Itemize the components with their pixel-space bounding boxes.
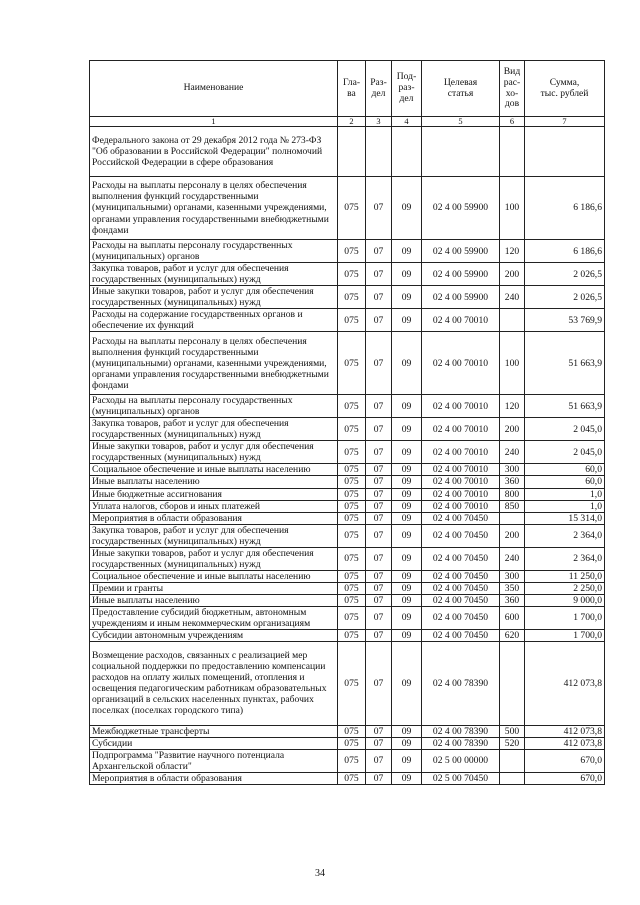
col-header-subsection: Под- раз- дел bbox=[392, 61, 422, 117]
table-row bbox=[90, 441, 605, 464]
row-name: Расходы на выплаты персоналу в целях обеспечения выполнения функций государственными (муниципальными) органами, казенными учреждениями, органами управления государственными внебюджетными фондами bbox=[90, 177, 338, 240]
row-section: 07 bbox=[366, 286, 392, 309]
row-subsection: 09 bbox=[392, 582, 422, 594]
row-chapter: 075 bbox=[338, 725, 366, 737]
row-section: 07 bbox=[366, 240, 392, 263]
column-number: 2 bbox=[338, 117, 366, 127]
row-section bbox=[366, 127, 392, 177]
row-name: Подпрограмма "Развитие научного потенциала Архангельской области" bbox=[90, 749, 338, 772]
row-target: 02 4 00 70450 bbox=[422, 606, 500, 629]
row-subsection: 09 bbox=[392, 464, 422, 476]
row-chapter: 075 bbox=[338, 773, 366, 785]
row-name: Уплата налогов, сборов и иных платежей bbox=[90, 500, 338, 512]
row-target: 02 4 00 70010 bbox=[422, 441, 500, 464]
row-expense-type bbox=[500, 512, 525, 524]
column-number: 3 bbox=[366, 117, 392, 127]
row-section: 07 bbox=[366, 524, 392, 547]
table-row bbox=[90, 286, 605, 309]
row-amount: 412 073,8 bbox=[525, 641, 605, 725]
row-expense-type: 100 bbox=[500, 177, 525, 240]
row-target: 02 4 00 59900 bbox=[422, 177, 500, 240]
column-number: 5 bbox=[422, 117, 500, 127]
row-subsection: 09 bbox=[392, 641, 422, 725]
row-amount: 412 073,8 bbox=[525, 737, 605, 749]
row-target: 02 4 00 70010 bbox=[422, 395, 500, 418]
table-row bbox=[90, 582, 605, 594]
row-target: 02 4 00 70450 bbox=[422, 547, 500, 570]
row-name: Субсидии bbox=[90, 737, 338, 749]
table-row bbox=[90, 488, 605, 500]
row-chapter: 075 bbox=[338, 641, 366, 725]
row-chapter: 075 bbox=[338, 476, 366, 488]
row-target: 02 4 00 70010 bbox=[422, 309, 500, 332]
table-row bbox=[90, 476, 605, 488]
row-name: Расходы на содержание государственных органов и обеспечение их функций bbox=[90, 309, 338, 332]
row-subsection: 09 bbox=[392, 309, 422, 332]
table-row bbox=[90, 773, 605, 785]
row-section: 07 bbox=[366, 749, 392, 772]
column-number: 7 bbox=[525, 117, 605, 127]
row-amount: 6 186,6 bbox=[525, 240, 605, 263]
row-subsection: 09 bbox=[392, 240, 422, 263]
row-target: 02 4 00 70450 bbox=[422, 570, 500, 582]
row-subsection: 09 bbox=[392, 177, 422, 240]
col-header-target: Целевая статья bbox=[422, 61, 500, 117]
row-subsection: 09 bbox=[392, 286, 422, 309]
row-name: Иные закупки товаров, работ и услуг для обеспечения государственных (муниципальных) нужд bbox=[90, 547, 338, 570]
row-name: Расходы на выплаты персоналу государственных (муниципальных) органов bbox=[90, 240, 338, 263]
column-number: 6 bbox=[500, 117, 525, 127]
row-subsection: 09 bbox=[392, 547, 422, 570]
table-row bbox=[90, 594, 605, 606]
row-chapter: 075 bbox=[338, 177, 366, 240]
row-section: 07 bbox=[366, 547, 392, 570]
row-subsection: 09 bbox=[392, 441, 422, 464]
row-target: 02 4 00 70450 bbox=[422, 524, 500, 547]
row-chapter: 075 bbox=[338, 606, 366, 629]
row-amount: 51 663,9 bbox=[525, 395, 605, 418]
row-expense-type: 850 bbox=[500, 500, 525, 512]
row-expense-type: 300 bbox=[500, 464, 525, 476]
row-chapter: 075 bbox=[338, 488, 366, 500]
row-section: 07 bbox=[366, 737, 392, 749]
row-chapter: 075 bbox=[338, 512, 366, 524]
row-name: Мероприятия в области образования bbox=[90, 773, 338, 785]
row-name: Иные закупки товаров, работ и услуг для обеспечения государственных (муниципальных) нужд bbox=[90, 286, 338, 309]
row-expense-type: 800 bbox=[500, 488, 525, 500]
row-target: 02 4 00 78390 bbox=[422, 725, 500, 737]
table-row bbox=[90, 177, 605, 240]
column-number-row bbox=[90, 117, 605, 127]
row-amount: 1 700,0 bbox=[525, 629, 605, 641]
table-row bbox=[90, 547, 605, 570]
row-amount: 53 769,9 bbox=[525, 309, 605, 332]
row-section: 07 bbox=[366, 418, 392, 441]
row-name: Социальное обеспечение и иные выплаты населению bbox=[90, 570, 338, 582]
row-name: Премии и гранты bbox=[90, 582, 338, 594]
row-section: 07 bbox=[366, 582, 392, 594]
row-amount: 2 045,0 bbox=[525, 418, 605, 441]
row-chapter: 075 bbox=[338, 594, 366, 606]
row-expense-type: 350 bbox=[500, 582, 525, 594]
row-expense-type: 200 bbox=[500, 524, 525, 547]
table-row bbox=[90, 500, 605, 512]
table-row bbox=[90, 240, 605, 263]
row-chapter: 075 bbox=[338, 570, 366, 582]
row-chapter: 075 bbox=[338, 418, 366, 441]
row-amount: 1,0 bbox=[525, 488, 605, 500]
row-amount: 2 364,0 bbox=[525, 524, 605, 547]
row-section: 07 bbox=[366, 332, 392, 395]
row-subsection: 09 bbox=[392, 500, 422, 512]
row-section: 07 bbox=[366, 500, 392, 512]
row-target: 02 4 00 70010 bbox=[422, 476, 500, 488]
row-section: 07 bbox=[366, 395, 392, 418]
row-expense-type: 520 bbox=[500, 737, 525, 749]
row-amount: 2 045,0 bbox=[525, 441, 605, 464]
row-section: 07 bbox=[366, 725, 392, 737]
row-chapter: 075 bbox=[338, 332, 366, 395]
table-row bbox=[90, 749, 605, 772]
row-chapter: 075 bbox=[338, 240, 366, 263]
table-row bbox=[90, 629, 605, 641]
table-row bbox=[90, 127, 605, 177]
row-target: 02 4 00 70450 bbox=[422, 594, 500, 606]
table-row bbox=[90, 418, 605, 441]
row-subsection: 09 bbox=[392, 488, 422, 500]
row-expense-type bbox=[500, 641, 525, 725]
row-expense-type bbox=[500, 773, 525, 785]
table-row bbox=[90, 524, 605, 547]
row-expense-type: 360 bbox=[500, 594, 525, 606]
row-name: Иные бюджетные ассигнования bbox=[90, 488, 338, 500]
row-target: 02 4 00 59900 bbox=[422, 263, 500, 286]
row-name: Расходы на выплаты персоналу государственных (муниципальных) органов bbox=[90, 395, 338, 418]
row-amount: 51 663,9 bbox=[525, 332, 605, 395]
row-section: 07 bbox=[366, 488, 392, 500]
row-name: Мероприятия в области образования bbox=[90, 512, 338, 524]
row-name: Федерального закона от 29 декабря 2012 года № 273-ФЗ "Об образовании в Российской Федерации" полномочий Российской Федерации в сфере образования bbox=[90, 127, 338, 177]
row-subsection: 09 bbox=[392, 395, 422, 418]
row-subsection: 09 bbox=[392, 332, 422, 395]
row-chapter: 075 bbox=[338, 263, 366, 286]
col-header-name: Наименование bbox=[90, 61, 338, 117]
row-name: Иные закупки товаров, работ и услуг для обеспечения государственных (муниципальных) нужд bbox=[90, 441, 338, 464]
row-chapter: 075 bbox=[338, 749, 366, 772]
row-subsection: 09 bbox=[392, 418, 422, 441]
row-target: 02 5 00 00000 bbox=[422, 749, 500, 772]
row-target: 02 4 00 70010 bbox=[422, 332, 500, 395]
row-target: 02 4 00 70450 bbox=[422, 512, 500, 524]
row-section: 07 bbox=[366, 263, 392, 286]
table-row bbox=[90, 309, 605, 332]
row-expense-type: 200 bbox=[500, 263, 525, 286]
row-name: Расходы на выплаты персоналу в целях обеспечения выполнения функций государственными (муниципальными) органами, казенными учреждениями, органами управления государственными внебюджетными фондами bbox=[90, 332, 338, 395]
row-expense-type: 120 bbox=[500, 240, 525, 263]
column-number: 4 bbox=[392, 117, 422, 127]
row-expense-type: 120 bbox=[500, 395, 525, 418]
row-name: Возмещение расходов, связанных с реализацией мер социальной поддержки по предоставлению компенсации расходов на оплату жилых помещений, отопления и освещения педагогическим работникам образовательных организаций в сельских населенных пунктах, рабочих поселках (поселках городского типа) bbox=[90, 641, 338, 725]
row-section: 07 bbox=[366, 441, 392, 464]
row-subsection: 09 bbox=[392, 524, 422, 547]
row-chapter bbox=[338, 127, 366, 177]
table-row bbox=[90, 737, 605, 749]
row-chapter: 075 bbox=[338, 395, 366, 418]
table-row bbox=[90, 512, 605, 524]
row-subsection: 09 bbox=[392, 263, 422, 286]
row-section: 07 bbox=[366, 606, 392, 629]
row-expense-type: 600 bbox=[500, 606, 525, 629]
row-target bbox=[422, 127, 500, 177]
row-chapter: 075 bbox=[338, 286, 366, 309]
row-expense-type: 360 bbox=[500, 476, 525, 488]
col-header-amount: Сумма, тыс. рублей bbox=[525, 61, 605, 117]
row-section: 07 bbox=[366, 641, 392, 725]
row-expense-type bbox=[500, 309, 525, 332]
table-row bbox=[90, 464, 605, 476]
row-amount: 1 700,0 bbox=[525, 606, 605, 629]
row-target: 02 4 00 70010 bbox=[422, 500, 500, 512]
row-chapter: 075 bbox=[338, 547, 366, 570]
row-amount: 60,0 bbox=[525, 476, 605, 488]
row-target: 02 4 00 70450 bbox=[422, 582, 500, 594]
row-section: 07 bbox=[366, 570, 392, 582]
row-expense-type: 240 bbox=[500, 547, 525, 570]
column-number: 1 bbox=[90, 117, 338, 127]
row-subsection: 09 bbox=[392, 594, 422, 606]
row-amount: 9 000,0 bbox=[525, 594, 605, 606]
row-amount: 2 364,0 bbox=[525, 547, 605, 570]
row-expense-type bbox=[500, 749, 525, 772]
row-subsection: 09 bbox=[392, 773, 422, 785]
col-header-section: Раз- дел bbox=[366, 61, 392, 117]
row-target: 02 4 00 70010 bbox=[422, 488, 500, 500]
row-amount: 1,0 bbox=[525, 500, 605, 512]
row-subsection: 09 bbox=[392, 629, 422, 641]
row-target: 02 4 00 59900 bbox=[422, 286, 500, 309]
row-amount: 6 186,6 bbox=[525, 177, 605, 240]
row-name: Иные выплаты населению bbox=[90, 476, 338, 488]
budget-table bbox=[89, 60, 605, 785]
row-target: 02 4 00 70010 bbox=[422, 464, 500, 476]
row-section: 07 bbox=[366, 464, 392, 476]
header-row bbox=[90, 61, 605, 117]
row-name: Социальное обеспечение и иные выплаты населению bbox=[90, 464, 338, 476]
row-amount: 60,0 bbox=[525, 464, 605, 476]
row-section: 07 bbox=[366, 177, 392, 240]
table-row bbox=[90, 725, 605, 737]
row-amount: 670,0 bbox=[525, 749, 605, 772]
row-name: Субсидии автономным учреждениям bbox=[90, 629, 338, 641]
row-expense-type: 200 bbox=[500, 418, 525, 441]
row-chapter: 075 bbox=[338, 309, 366, 332]
row-subsection: 09 bbox=[392, 737, 422, 749]
row-section: 07 bbox=[366, 309, 392, 332]
row-expense-type: 300 bbox=[500, 570, 525, 582]
row-amount: 2 026,5 bbox=[525, 286, 605, 309]
row-subsection: 09 bbox=[392, 606, 422, 629]
row-chapter: 075 bbox=[338, 441, 366, 464]
row-amount: 11 250,0 bbox=[525, 570, 605, 582]
table-row bbox=[90, 641, 605, 725]
table-row bbox=[90, 263, 605, 286]
table-row bbox=[90, 395, 605, 418]
row-amount: 2 250,0 bbox=[525, 582, 605, 594]
row-section: 07 bbox=[366, 773, 392, 785]
row-name: Закупка товаров, работ и услуг для обеспечения государственных (муниципальных) нужд bbox=[90, 263, 338, 286]
row-name: Иные выплаты населению bbox=[90, 594, 338, 606]
row-amount: 15 314,0 bbox=[525, 512, 605, 524]
row-expense-type: 620 bbox=[500, 629, 525, 641]
row-target: 02 4 00 59900 bbox=[422, 240, 500, 263]
row-subsection: 09 bbox=[392, 570, 422, 582]
col-header-expense-type: Вид рас- хо- дов bbox=[500, 61, 525, 117]
row-target: 02 4 00 70450 bbox=[422, 629, 500, 641]
row-name: Предоставление субсидий бюджетным, автономным учреждениям и иным некоммерческим организациям bbox=[90, 606, 338, 629]
row-subsection: 09 bbox=[392, 749, 422, 772]
table-row bbox=[90, 570, 605, 582]
row-expense-type: 100 bbox=[500, 332, 525, 395]
row-chapter: 075 bbox=[338, 524, 366, 547]
table-body bbox=[90, 127, 605, 785]
row-amount: 670,0 bbox=[525, 773, 605, 785]
row-target: 02 4 00 70010 bbox=[422, 418, 500, 441]
row-expense-type: 500 bbox=[500, 725, 525, 737]
row-section: 07 bbox=[366, 629, 392, 641]
row-expense-type bbox=[500, 127, 525, 177]
row-chapter: 075 bbox=[338, 737, 366, 749]
row-amount: 412 073,8 bbox=[525, 725, 605, 737]
row-target: 02 4 00 78390 bbox=[422, 641, 500, 725]
row-target: 02 4 00 78390 bbox=[422, 737, 500, 749]
page-number: 34 bbox=[315, 868, 325, 879]
row-expense-type: 240 bbox=[500, 286, 525, 309]
row-subsection: 09 bbox=[392, 725, 422, 737]
row-subsection: 09 bbox=[392, 476, 422, 488]
col-header-chapter: Гла- ва bbox=[338, 61, 366, 117]
row-chapter: 075 bbox=[338, 629, 366, 641]
row-section: 07 bbox=[366, 476, 392, 488]
row-section: 07 bbox=[366, 512, 392, 524]
row-subsection bbox=[392, 127, 422, 177]
row-section: 07 bbox=[366, 594, 392, 606]
row-amount: 2 026,5 bbox=[525, 263, 605, 286]
table-row bbox=[90, 332, 605, 395]
row-chapter: 075 bbox=[338, 582, 366, 594]
row-subsection: 09 bbox=[392, 512, 422, 524]
row-chapter: 075 bbox=[338, 500, 366, 512]
row-name: Закупка товаров, работ и услуг для обеспечения государственных (муниципальных) нужд bbox=[90, 524, 338, 547]
table-row bbox=[90, 606, 605, 629]
row-target: 02 5 00 70450 bbox=[422, 773, 500, 785]
row-name: Закупка товаров, работ и услуг для обеспечения государственных (муниципальных) нужд bbox=[90, 418, 338, 441]
row-expense-type: 240 bbox=[500, 441, 525, 464]
row-chapter: 075 bbox=[338, 464, 366, 476]
row-name: Межбюджетные трансферты bbox=[90, 725, 338, 737]
row-amount bbox=[525, 127, 605, 177]
